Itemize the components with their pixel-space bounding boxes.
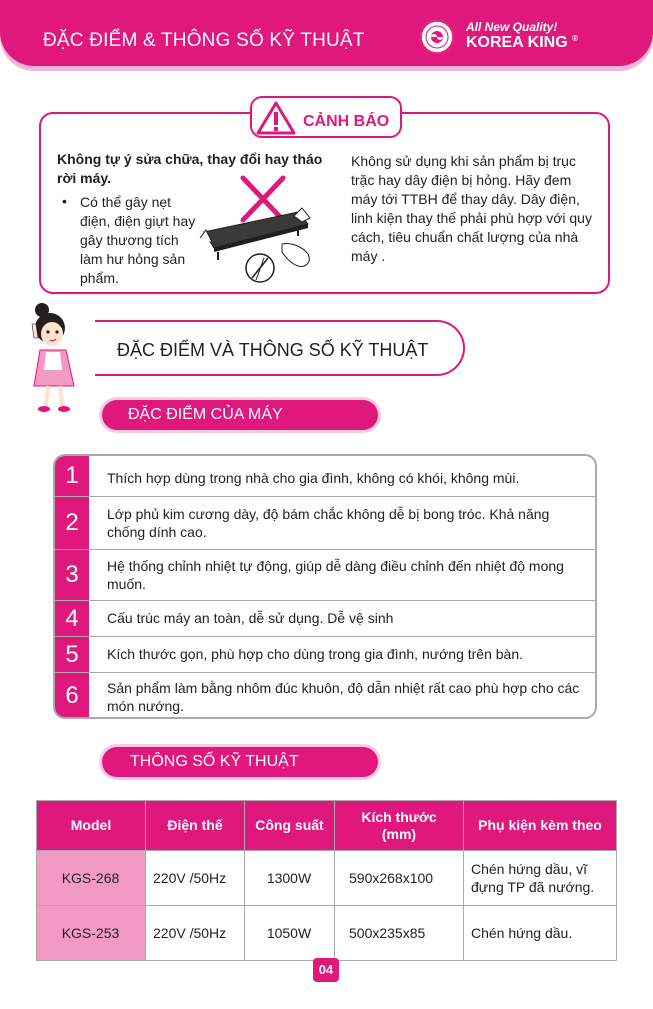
feature-number: 1 [55,456,89,496]
grill-no-disassemble-illustration [198,172,328,292]
feature-number: 2 [55,497,89,549]
model-cell: KGS-268 [37,851,146,906]
table-row [37,851,617,906]
feature-text: Cấu trúc máy an toàn, dễ sử dụng. Dễ vệ sinh [107,610,394,626]
model-cell: KGS-253 [37,906,146,961]
voltage-cell: 220V /50Hz [146,851,245,906]
feature-text: Thích hợp dùng trong nhà cho gia đình, không có khói, không mùi. [107,470,520,486]
column-header: Model [37,801,146,851]
feature-number: 5 [55,637,89,672]
feature-text: Lớp phủ kim cương dày, độ bám chắc không dễ bị bong tróc. Khả năng chống dính cao. [107,506,550,540]
page-header [0,0,653,66]
table-header-row [37,801,617,851]
brand-tagline: All New Quality! [466,20,558,34]
list-item [55,456,595,496]
column-header: Điện thế [146,801,245,851]
list-item [55,496,595,549]
warning-bullet-text: Có thể gây nẹt điện, điện giựt hay gây thương tích làm hư hỏng sản phẩm. [80,194,196,286]
list-item [55,636,595,672]
feature-text: Kích thước gọn, phù hợp cho dùng trong gia đình, nướng trên bàn. [107,646,524,662]
accessory-cell: Chén hứng dầu, vĩ đựng TP đã nướng. [464,851,617,906]
brand-name: KOREA KING ® [466,34,578,51]
korea-king-seal-icon [420,20,454,54]
power-cell: 1050W [245,906,335,961]
feature-number: 4 [55,601,89,636]
warning-left-title: Không tự ý sửa chữa, thay đổi hay tháo rời máy. [57,151,323,186]
header-title: ĐẶC ĐIỂM & THÔNG SỐ KỸ THUẬT [43,30,365,51]
feature-number: 3 [55,550,89,600]
spec-table [36,800,617,961]
table-row [37,906,617,961]
brand-logo [420,20,640,60]
list-item [55,600,595,636]
list-item [55,549,595,600]
power-cell: 1300W [245,851,335,906]
warning-right-text: Không sử dụng khi sản phẩm bị trục trặc hay dây điện bị hỏng. Hãy đem máy tới TTBH để thay dây. Dây điện, linh kiện thay thế phải phù hợp với quy cách, tiêu chuẩn chất lượng của nhà máy . [351,153,592,264]
voltage-cell: 220V /50Hz [146,906,245,961]
accessory-cell: Chén hứng dầu. [464,906,617,961]
bullet-dot: • [62,193,67,209]
page-number: 04 [313,958,339,982]
section-title: ĐẶC ĐIỂM VÀ THÔNG SỐ KỸ THUẬT [117,340,429,360]
list-item [55,672,595,719]
size-cell: 500x235x85 [335,906,464,961]
mascot-girl-illustration [26,300,86,418]
column-header: Kích thước (mm) [335,801,464,851]
specs-heading: THÔNG SỐ KỸ THUẬT [130,753,299,770]
column-header: Phụ kiện kèm theo [464,801,617,851]
feature-text: Sản phẩm làm bằng nhôm đúc khuôn, độ dẫn nhiệt rất cao phù hợp cho các món nướng. [107,680,580,714]
warning-title: CẢNH BÁO [303,113,390,130]
column-header: Công suất [245,801,335,851]
size-cell: 590x268x100 [335,851,464,906]
features-list [53,454,597,719]
warning-triangle-icon [256,101,296,135]
features-heading: ĐẶC ĐIỂM CỦA MÁY [128,406,283,423]
feature-number: 6 [55,673,89,719]
feature-text: Hệ thống chỉnh nhiệt tự động, giúp dễ dàng điều chỉnh đến nhiệt độ mong muốn. [107,558,564,592]
